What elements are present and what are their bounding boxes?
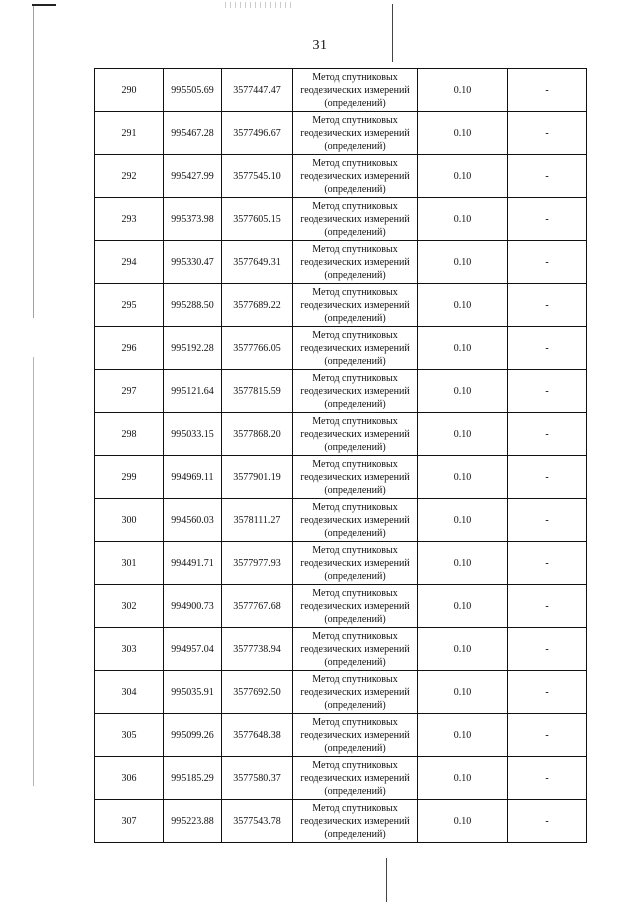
method-line: (определений) [324, 785, 386, 797]
y-coordinate-cell: 3577767.68 [222, 585, 293, 628]
method-line: (определений) [324, 742, 386, 754]
point-number-cell: 306 [95, 757, 164, 800]
y-coordinate-cell: 3577447.47 [222, 69, 293, 112]
x-coordinate-cell: 995505.69 [164, 69, 222, 112]
method-cell [293, 671, 418, 714]
method-line: Метод спутниковых [312, 243, 398, 255]
method-line: геодезических измерений [300, 299, 410, 311]
y-coordinate-cell: 3577649.31 [222, 241, 293, 284]
accuracy-cell: 0.10 [418, 413, 508, 456]
accuracy-cell: 0.10 [418, 714, 508, 757]
method-line: Метод спутниковых [312, 157, 398, 169]
point-number-cell: 301 [95, 542, 164, 585]
point-number-cell: 303 [95, 628, 164, 671]
accuracy-cell: 0.10 [418, 800, 508, 843]
method-line: геодезических измерений [300, 471, 410, 483]
x-coordinate-cell: 995185.29 [164, 757, 222, 800]
method-line: (определений) [324, 183, 386, 195]
method-line: (определений) [324, 140, 386, 152]
accuracy-cell: 0.10 [418, 327, 508, 370]
method-cell [293, 456, 418, 499]
table-row [95, 413, 587, 456]
x-coordinate-cell: 994957.04 [164, 628, 222, 671]
method-cell [293, 155, 418, 198]
point-number-cell: 294 [95, 241, 164, 284]
method-cell [293, 542, 418, 585]
point-number-cell: 297 [95, 370, 164, 413]
note-cell: - [508, 198, 587, 241]
note-cell: - [508, 671, 587, 714]
note-cell: - [508, 241, 587, 284]
method-line: геодезических измерений [300, 686, 410, 698]
y-coordinate-cell: 3577545.10 [222, 155, 293, 198]
note-cell: - [508, 585, 587, 628]
method-line: геодезических измерений [300, 772, 410, 784]
note-cell: - [508, 284, 587, 327]
note-cell: - [508, 542, 587, 585]
scan-artifact-mark [32, 4, 56, 6]
method-line: (определений) [324, 828, 386, 840]
table-row [95, 198, 587, 241]
accuracy-cell: 0.10 [418, 198, 508, 241]
accuracy-cell: 0.10 [418, 499, 508, 542]
x-coordinate-cell: 994491.71 [164, 542, 222, 585]
method-line: Метод спутниковых [312, 71, 398, 83]
method-line: (определений) [324, 355, 386, 367]
method-line: (определений) [324, 312, 386, 324]
x-coordinate-cell: 994969.11 [164, 456, 222, 499]
method-line: геодезических измерений [300, 557, 410, 569]
method-line: (определений) [324, 656, 386, 668]
method-line: (определений) [324, 441, 386, 453]
method-cell [293, 585, 418, 628]
y-coordinate-cell: 3577766.05 [222, 327, 293, 370]
method-line: геодезических измерений [300, 256, 410, 268]
scan-artifact-left-line [33, 6, 34, 786]
accuracy-cell: 0.10 [418, 456, 508, 499]
x-coordinate-cell: 995223.88 [164, 800, 222, 843]
x-coordinate-cell: 995033.15 [164, 413, 222, 456]
x-coordinate-cell: 995467.28 [164, 112, 222, 155]
method-line: геодезических измерений [300, 514, 410, 526]
method-cell [293, 327, 418, 370]
note-cell: - [508, 112, 587, 155]
y-coordinate-cell: 3577692.50 [222, 671, 293, 714]
table-row [95, 757, 587, 800]
note-cell: - [508, 69, 587, 112]
x-coordinate-cell: 995035.91 [164, 671, 222, 714]
note-cell: - [508, 714, 587, 757]
method-line: Метод спутниковых [312, 200, 398, 212]
method-line: Метод спутниковых [312, 114, 398, 126]
method-line: Метод спутниковых [312, 802, 398, 814]
note-cell: - [508, 327, 587, 370]
accuracy-cell: 0.10 [418, 542, 508, 585]
accuracy-cell: 0.10 [418, 284, 508, 327]
accuracy-cell: 0.10 [418, 757, 508, 800]
y-coordinate-cell: 3577868.20 [222, 413, 293, 456]
y-coordinate-cell: 3577815.59 [222, 370, 293, 413]
table-row [95, 714, 587, 757]
method-line: Метод спутниковых [312, 630, 398, 642]
method-line: Метод спутниковых [312, 759, 398, 771]
table-row [95, 628, 587, 671]
y-coordinate-cell: 3577580.37 [222, 757, 293, 800]
method-line: Метод спутниковых [312, 458, 398, 470]
method-cell [293, 69, 418, 112]
coordinates-table-body [95, 69, 587, 843]
accuracy-cell: 0.10 [418, 671, 508, 714]
note-cell: - [508, 757, 587, 800]
point-number-cell: 298 [95, 413, 164, 456]
method-line: геодезических измерений [300, 213, 410, 225]
point-number-cell: 299 [95, 456, 164, 499]
method-line: (определений) [324, 398, 386, 410]
method-cell [293, 370, 418, 413]
accuracy-cell: 0.10 [418, 69, 508, 112]
table-row [95, 370, 587, 413]
method-line: Метод спутниковых [312, 501, 398, 513]
method-line: Метод спутниковых [312, 372, 398, 384]
note-cell: - [508, 413, 587, 456]
method-line: геодезических измерений [300, 127, 410, 139]
accuracy-cell: 0.10 [418, 241, 508, 284]
method-line: геодезических измерений [300, 815, 410, 827]
y-coordinate-cell: 3577977.93 [222, 542, 293, 585]
x-coordinate-cell: 995288.50 [164, 284, 222, 327]
method-line: Метод спутниковых [312, 415, 398, 427]
table-row [95, 155, 587, 198]
method-cell [293, 499, 418, 542]
point-number-cell: 305 [95, 714, 164, 757]
note-cell: - [508, 155, 587, 198]
method-cell [293, 800, 418, 843]
method-line: (определений) [324, 226, 386, 238]
method-line: (определений) [324, 699, 386, 711]
method-line: (определений) [324, 527, 386, 539]
table-row [95, 585, 587, 628]
note-cell: - [508, 628, 587, 671]
y-coordinate-cell: 3577543.78 [222, 800, 293, 843]
point-number-cell: 293 [95, 198, 164, 241]
note-cell: - [508, 456, 587, 499]
x-coordinate-cell: 995192.28 [164, 327, 222, 370]
table-row [95, 671, 587, 714]
method-line: геодезических измерений [300, 385, 410, 397]
method-cell [293, 198, 418, 241]
method-line: геодезических измерений [300, 729, 410, 741]
note-cell: - [508, 800, 587, 843]
y-coordinate-cell: 3577738.94 [222, 628, 293, 671]
note-cell: - [508, 370, 587, 413]
point-number-cell: 307 [95, 800, 164, 843]
table-row [95, 241, 587, 284]
method-line: (определений) [324, 570, 386, 582]
y-coordinate-cell: 3577496.67 [222, 112, 293, 155]
method-line: геодезических измерений [300, 600, 410, 612]
table-row [95, 800, 587, 843]
table-row [95, 542, 587, 585]
method-line: геодезических измерений [300, 84, 410, 96]
method-line: (определений) [324, 613, 386, 625]
table-row [95, 112, 587, 155]
method-line: Метод спутниковых [312, 716, 398, 728]
table-row [95, 456, 587, 499]
y-coordinate-cell: 3577901.19 [222, 456, 293, 499]
point-number-cell: 290 [95, 69, 164, 112]
y-coordinate-cell: 3577689.22 [222, 284, 293, 327]
point-number-cell: 296 [95, 327, 164, 370]
table-row [95, 69, 587, 112]
method-line: Метод спутниковых [312, 544, 398, 556]
table-row [95, 284, 587, 327]
method-line: (определений) [324, 484, 386, 496]
method-cell [293, 628, 418, 671]
accuracy-cell: 0.10 [418, 585, 508, 628]
method-cell [293, 284, 418, 327]
method-cell [293, 112, 418, 155]
method-line: геодезических измерений [300, 170, 410, 182]
note-cell: - [508, 499, 587, 542]
accuracy-cell: 0.10 [418, 370, 508, 413]
method-cell [293, 241, 418, 284]
method-line: (определений) [324, 269, 386, 281]
y-coordinate-cell: 3577605.15 [222, 198, 293, 241]
point-number-cell: 302 [95, 585, 164, 628]
table-row [95, 499, 587, 542]
scan-artifact-dots [225, 2, 295, 8]
x-coordinate-cell: 995121.64 [164, 370, 222, 413]
x-coordinate-cell: 994900.73 [164, 585, 222, 628]
y-coordinate-cell: 3577648.38 [222, 714, 293, 757]
method-line: Метод спутниковых [312, 587, 398, 599]
method-cell [293, 757, 418, 800]
x-coordinate-cell: 995373.98 [164, 198, 222, 241]
accuracy-cell: 0.10 [418, 155, 508, 198]
x-coordinate-cell: 995427.99 [164, 155, 222, 198]
accuracy-cell: 0.10 [418, 112, 508, 155]
point-number-cell: 304 [95, 671, 164, 714]
x-coordinate-cell: 995330.47 [164, 241, 222, 284]
point-number-cell: 291 [95, 112, 164, 155]
method-line: геодезических измерений [300, 643, 410, 655]
method-line: (определений) [324, 97, 386, 109]
method-cell [293, 714, 418, 757]
method-line: Метод спутниковых [312, 673, 398, 685]
point-number-cell: 295 [95, 284, 164, 327]
y-coordinate-cell: 3578111.27 [222, 499, 293, 542]
method-line: геодезических измерений [300, 428, 410, 440]
x-coordinate-cell: 995099.26 [164, 714, 222, 757]
method-cell [293, 413, 418, 456]
page-number: 31 [312, 38, 328, 53]
accuracy-cell: 0.10 [418, 628, 508, 671]
point-number-cell: 292 [95, 155, 164, 198]
method-line: Метод спутниковых [312, 329, 398, 341]
x-coordinate-cell: 994560.03 [164, 499, 222, 542]
method-line: геодезических измерений [300, 342, 410, 354]
coordinates-table [94, 68, 587, 843]
point-number-cell: 300 [95, 499, 164, 542]
scan-artifact-bottom-line [386, 858, 387, 902]
method-line: Метод спутниковых [312, 286, 398, 298]
table-row [95, 327, 587, 370]
